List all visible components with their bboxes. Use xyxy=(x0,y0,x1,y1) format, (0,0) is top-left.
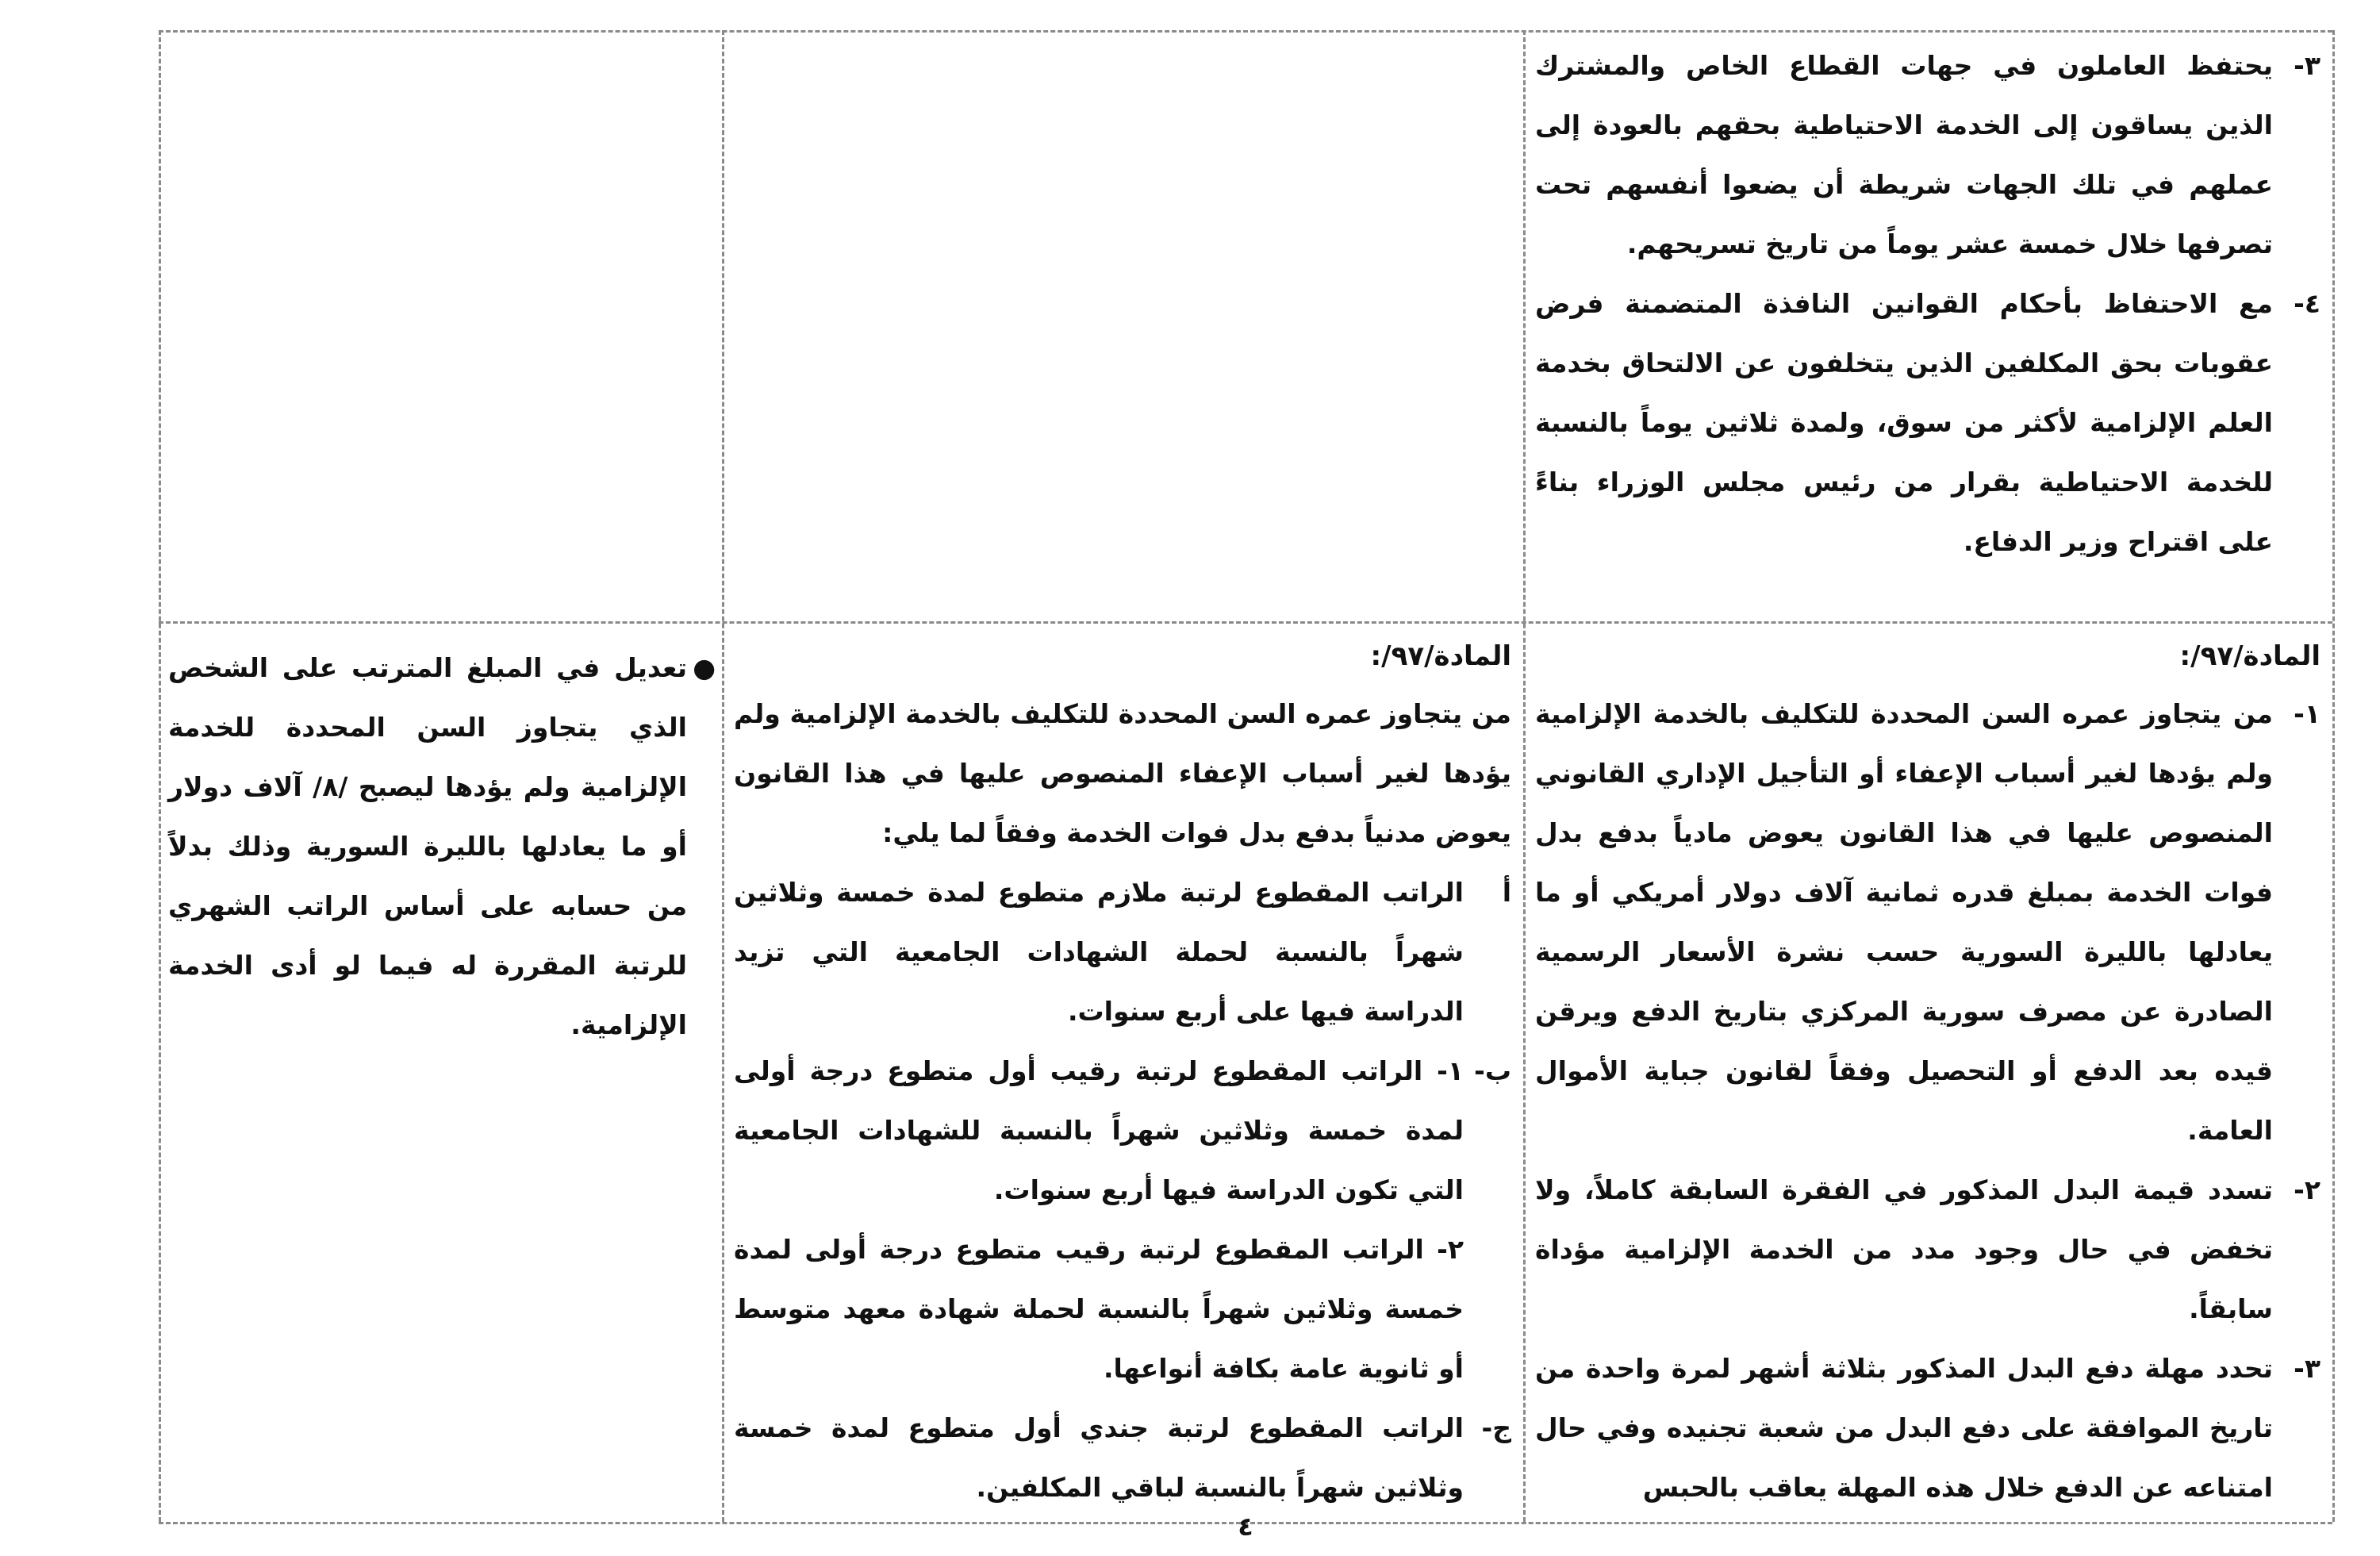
item-number: ٣- xyxy=(2294,1353,2320,1384)
item-text: يحتفظ العاملون في جهات القطاع الخاص والمشترك الذين يساقون إلى الخدمة الاحتياطية بحقهم بالعودة إلى عملهم في تلك الجهات شريطة أن يضعوا أنفسهم تحت تصرفها خلال خمسة عشر يوماً من تاريخ تسريحهم. xyxy=(1535,50,2273,259)
list-item xyxy=(1535,1339,2320,1517)
top-right-cell xyxy=(1535,36,2320,615)
list-item xyxy=(734,863,1511,1041)
item-text: تحدد مهلة دفع البدل المذكور بثلاثة أشهر لمرة واحدة من تاريخ الموافقة على دفع البدل من شعبة تجنيده وفي حال امتناعه عن الدفع خلال هذه المهلة يعاقب بالحبس xyxy=(1535,1353,2273,1503)
column-divider-right xyxy=(1523,30,1526,1522)
list-item xyxy=(1535,36,2320,274)
item-text: الراتب المقطوع لرتبة ملازم متطوع لمدة خمسة وثلاثين شهراً بالنسبة لحملة الشهادات الجامعية التي تزيد الدراسة فيها على أربع سنوات. xyxy=(734,877,1464,1027)
intro-paragraph: من يتجاوز عمره السن المحددة للتكليف بالخدمة الإلزامية ولم يؤدها لغير أسباب الإعفاء المنصوص عليها في هذا القانون يعوض مدنياً بدفع بدل فوات الخدمة وفقاً لما يلي: xyxy=(734,698,1511,848)
item-number: ٢- xyxy=(2294,1174,2320,1205)
page-number: ٤ xyxy=(1238,1512,1253,1542)
list-item xyxy=(1535,274,2320,571)
outer-border-left xyxy=(159,30,161,1522)
item-number: ٤- xyxy=(2294,288,2320,319)
item-text: تسدد قيمة البدل المذكور في الفقرة السابقة كاملاً، ولا تخفض في حال وجود مدد من الخدمة الإلزامية مؤداة سابقاً. xyxy=(1535,1174,2273,1324)
item-letter: ب- xyxy=(1474,1055,1511,1086)
list-item xyxy=(1535,1160,2320,1339)
bullet-icon: ● xyxy=(693,652,716,683)
outer-border-top xyxy=(159,30,2332,33)
item-text: ٢- الراتب المقطوع لرتبة رقيب متطوع درجة أولى لمدة خمسة وثلاثين شهراً بالنسبة لحملة شهادة معهد متوسط أو ثانوية عامة بكافة أنواعها. xyxy=(734,1234,1464,1384)
note-text: تعديل في المبلغ المترتب على الشخص الذي يتجاوز السن المحددة للخدمة الإلزامية ولم يؤدها ليصبح /٨/ آلاف دولار أو ما يعادلها بالليرة السورية وذلك بدلاً من حسابه على أساس الراتب الشهري للرتبة المقررة له فيما لو أدى الخدمة الإلزامية. xyxy=(168,652,687,1040)
item-letter: أ xyxy=(1502,877,1511,908)
item-number: ١- xyxy=(2294,698,2320,729)
left-column-cell xyxy=(168,628,716,1517)
list-item xyxy=(734,1398,1511,1517)
article-heading: المادة/٩٧/: xyxy=(1370,640,1511,672)
item-text: من يتجاوز عمره السن المحددة للتكليف بالخدمة الإلزامية ولم يؤدها لغير أسباب الإعفاء أو التأجيل الإداري القانوني المنصوص عليها في هذا القانون يعوض مادياً بدفع بدل فوات الخدمة بمبلغ قدره ثمانية آلاف دولار أمريكي أو ما يعادلها بالليرة السورية حسب نشرة الأسعار الرسمية الصادرة عن مصرف سورية المركزي بتاريخ الدفع ويرقن قيده بعد الدفع أو التحصيل وفقاً لقانون جباية الأموال العامة. xyxy=(1535,698,2273,1146)
item-text: ١- الراتب المقطوع لرتبة رقيب أول متطوع درجة أولى لمدة خمسة وثلاثين شهراً بالنسبة للشهادات الجامعية التي تكون الدراسة فيها أربع سنوات. xyxy=(734,1055,1464,1205)
article-heading: المادة/٩٧/: xyxy=(2179,640,2320,672)
list-item xyxy=(1535,684,2320,1160)
item-text: مع الاحتفاظ بأحكام القوانين النافذة المتضمنة فرض عقوبات بحق المكلفين الذين يتخلفون عن الالتحاق بخدمة العلم الإلزامية لأكثر من سوق، ولمدة ثلاثين يوماً بالنسبة للخدمة الاحتياطية بقرار من رئيس مجلس الوزراء بناءً على اقتراح وزير الدفاع. xyxy=(1535,288,2273,557)
right-column-cell xyxy=(1535,628,2320,1517)
item-number: ٣- xyxy=(2294,50,2320,81)
list-item xyxy=(734,1041,1511,1220)
row-divider xyxy=(159,621,2332,624)
middle-column-cell xyxy=(734,628,1511,1517)
column-divider-left xyxy=(722,30,724,1522)
item-text: الراتب المقطوع لرتبة جندي أول متطوع لمدة خمسة وثلاثين شهراً بالنسبة لباقي المكلفين. xyxy=(734,1412,1464,1503)
outer-border-right xyxy=(2332,30,2335,1522)
item-letter: ج- xyxy=(1481,1412,1511,1443)
note-item xyxy=(168,638,716,1055)
list-item xyxy=(734,1220,1511,1398)
